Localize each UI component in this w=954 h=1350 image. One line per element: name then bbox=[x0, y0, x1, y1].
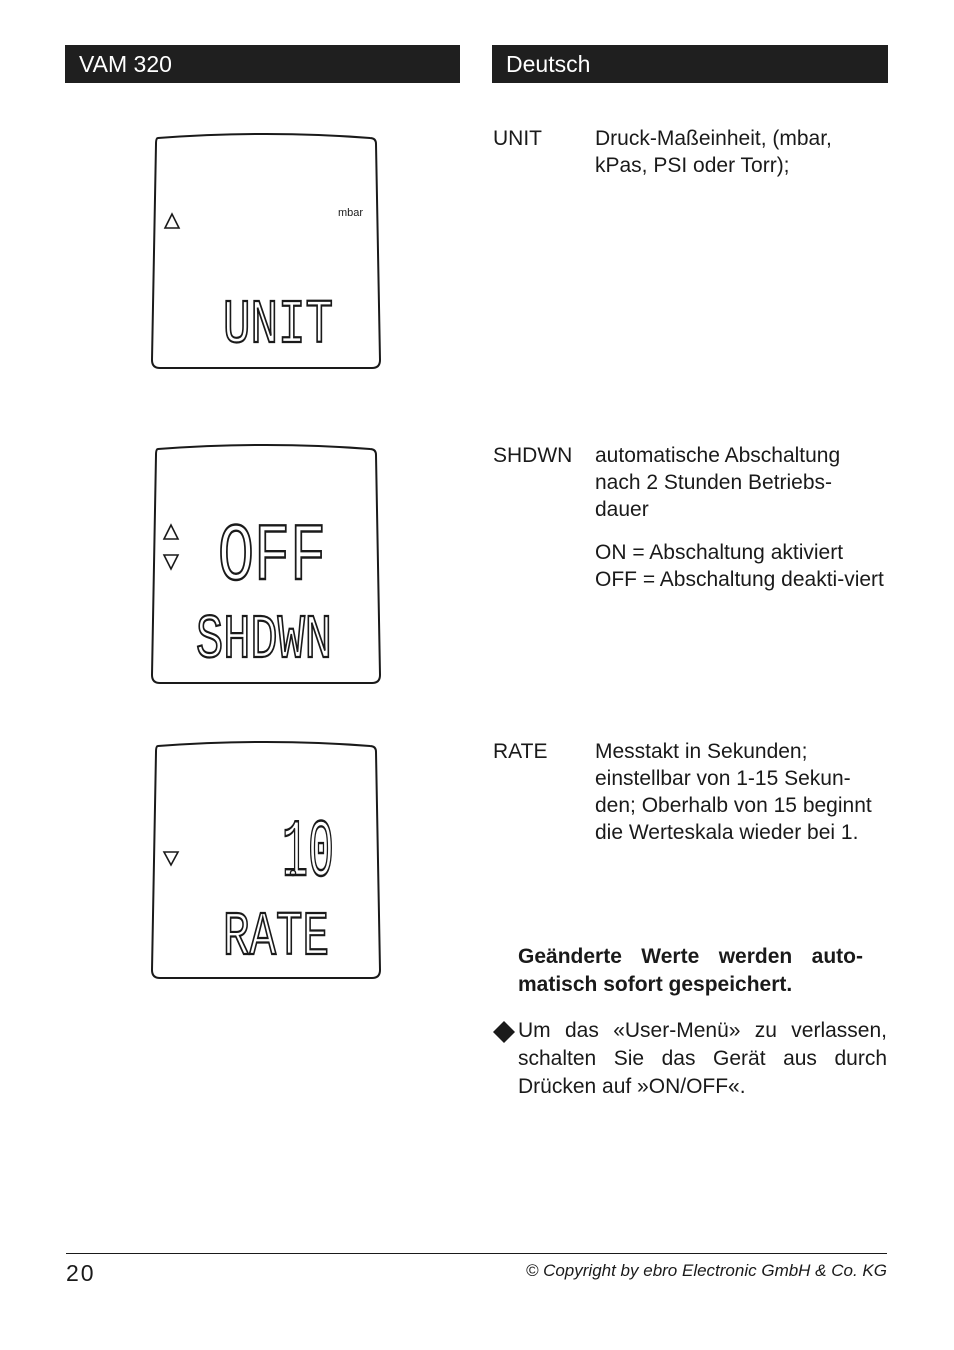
entry-description-rate bbox=[595, 738, 885, 846]
lcd-display-unit bbox=[148, 132, 384, 374]
header-model-bar bbox=[65, 45, 460, 83]
entry-paragraph: ON = Abschaltung aktiviert OFF = Abschaltung deakti-viert bbox=[595, 541, 884, 591]
entry-term-unit: UNIT bbox=[493, 127, 542, 150]
entry-description-shdwn bbox=[595, 442, 885, 593]
bullet-instruction: Um das «User-Menü» zu verlassen, schalten Sie das Gerät aus durch Drücken auf »ON/OFF«. bbox=[518, 1019, 887, 1098]
header-language-bar bbox=[492, 45, 888, 83]
page-number: 20 bbox=[66, 1260, 96, 1286]
unit-label: mbar bbox=[337, 207, 363, 219]
entry-description-unit bbox=[595, 125, 885, 179]
lcd-bottom-text: SHDWN bbox=[196, 605, 332, 676]
lcd-main-text: OFF bbox=[218, 511, 326, 604]
header-language-title: Deutsch bbox=[506, 51, 591, 77]
footer-divider bbox=[66, 1253, 887, 1254]
copyright-notice: © Copyright by ebro Electronic GmbH & Co. KG bbox=[525, 1261, 887, 1280]
arrow-up-icon bbox=[164, 525, 178, 539]
entry-term-shdwn: SHDWN bbox=[493, 444, 573, 467]
lcd-display-rate bbox=[148, 740, 384, 984]
entry-paragraph: automatische Abschaltung nach 2 Stunden Betriebs-dauer bbox=[595, 444, 841, 521]
entry-paragraph: Messtakt in Sekunden; einstellbar von 1-15 Sekun-den; Oberhalb von 15 beginnt die Werteskala wieder bei 1. bbox=[595, 740, 872, 844]
arrow-down-icon bbox=[164, 852, 178, 865]
lcd-bottom-text: RATE bbox=[223, 902, 329, 973]
arrow-up-icon bbox=[165, 214, 179, 228]
lcd-bottom-text: UNIT bbox=[223, 290, 333, 361]
lcd-display-shdwn bbox=[148, 443, 384, 689]
entry-term-rate: RATE bbox=[493, 740, 548, 763]
lcd-main-text: 10 bbox=[282, 807, 334, 900]
header-model-title: VAM 320 bbox=[79, 51, 172, 77]
entry-paragraph: Druck-Maßeinheit, (mbar, kPas, PSI oder Torr); bbox=[595, 127, 832, 177]
save-note: Geänderte Werte werden auto-matisch sofort gespeichert. bbox=[518, 945, 863, 996]
diamond-bullet-icon bbox=[492, 1020, 518, 1044]
arrow-down-icon bbox=[164, 555, 178, 569]
